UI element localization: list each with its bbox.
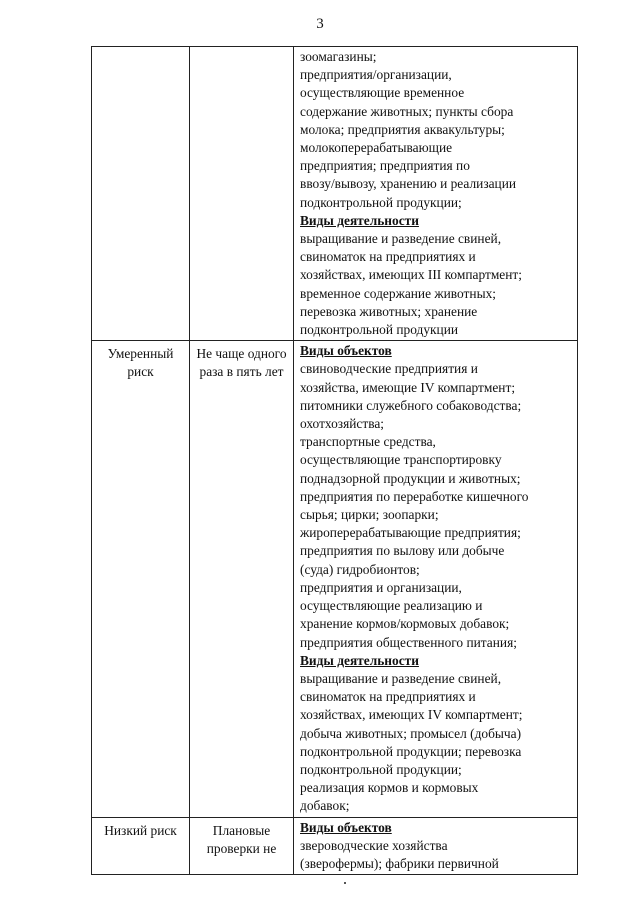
section-heading: Виды объектов [300,819,392,835]
text-line: питомники служебного собаководства; [300,397,522,413]
text-line: ввозу/вывозу, хранению и реализации [300,176,517,192]
text-line: звероводческие хозяйства [300,837,448,853]
text-line: осуществляющие транспортировку [300,452,502,468]
text-line: хозяйствах, имеющих IV компартмент; [300,707,523,723]
text-line: реализация кормов и кормовых [300,780,479,796]
text-line: свиноматок на предприятиях и [300,249,476,265]
text-line: осуществляющие реализацию и [300,598,483,614]
text-line: хранение кормов/кормовых добавок; [300,616,510,632]
text-line: зоомагазины; [300,49,377,64]
risk-category-cell-line: риск [127,364,154,380]
text-line: временное содержание животных; [300,285,496,301]
table-row [92,341,578,817]
inspection-frequency-cell [190,817,294,875]
page-number: 3 [316,16,324,32]
text-line: охотхозяйства; [300,416,385,432]
table-row [92,47,578,341]
text-line: предприятия/организации, [300,67,452,83]
text-line: выращивание и разведение свиней, [300,231,502,247]
inspection-frequency-cell [190,47,294,341]
text-line: поднадзорной продукции и животных; [300,470,521,486]
objects-activities-cell [294,47,578,341]
objects-activities-cell [294,341,578,817]
risk-category-cell [92,47,190,341]
text-line: добавок; [300,798,350,814]
text-line: молокоперерабатывающие [300,140,453,156]
text-line: предприятия и организации, [300,579,462,595]
text-line: (суда) гидробионтов; [300,561,420,577]
inspection-frequency-cell-line: раза в пять лет [199,364,284,380]
text-line: подконтрольной продукции [300,322,459,338]
risk-category-cell [92,817,190,875]
text-line: молока; предприятия аквакультуры; [300,121,505,137]
objects-activities-cell [294,817,578,875]
text-line: транспортные средства, [300,434,436,450]
text-line: подконтрольной продукции; перевозка [300,743,522,759]
text-line: сырья; цирки; зоопарки; [300,507,439,523]
text-line: содержание животных; пункты сбора [300,103,514,119]
section-heading: Виды деятельности [300,652,419,668]
inspection-frequency-cell-line: Плановые [212,822,271,838]
risk-category-table [91,46,578,875]
text-line: предприятия по вылову или добыче [300,543,505,559]
text-line: жироперерабатывающие предприятия; [300,525,521,541]
risk-category-cell-line: Умеренный [107,346,174,362]
section-heading: Виды объектов [300,343,392,359]
text-line: хозяйствах, имеющих III компартмент; [300,267,522,283]
text-line: осуществляющие временное [300,85,465,101]
risk-category-cell-line: Низкий риск [104,822,177,838]
text-line: (зверофермы); фабрики первичной [300,855,499,871]
scan-speck [344,882,346,884]
section-heading: Виды деятельности [300,212,419,228]
inspection-frequency-cell [190,341,294,817]
inspection-frequency-cell-line: проверки не [206,840,277,856]
text-line: предприятия; предприятия по [300,158,470,174]
text-line: добыча животных; промысел (добыча) [300,725,522,741]
text-line: предприятия по переработке кишечного [300,488,529,504]
text-line: свиноводческие предприятия и [300,361,478,377]
risk-category-cell [92,341,190,817]
text-line: выращивание и разведение свиней, [300,670,502,686]
inspection-frequency-cell-line: Не чаще одного [196,346,287,362]
text-line: хозяйства, имеющие IV компартмент; [300,379,516,395]
text-line: свиноматок на предприятиях и [300,689,476,705]
text-line: предприятия общественного питания; [300,634,517,650]
text-line: подконтрольной продукции; [300,194,462,210]
table-row [92,817,578,875]
text-line: перевозка животных; хранение [300,303,478,319]
text-line: подконтрольной продукции; [300,761,462,777]
